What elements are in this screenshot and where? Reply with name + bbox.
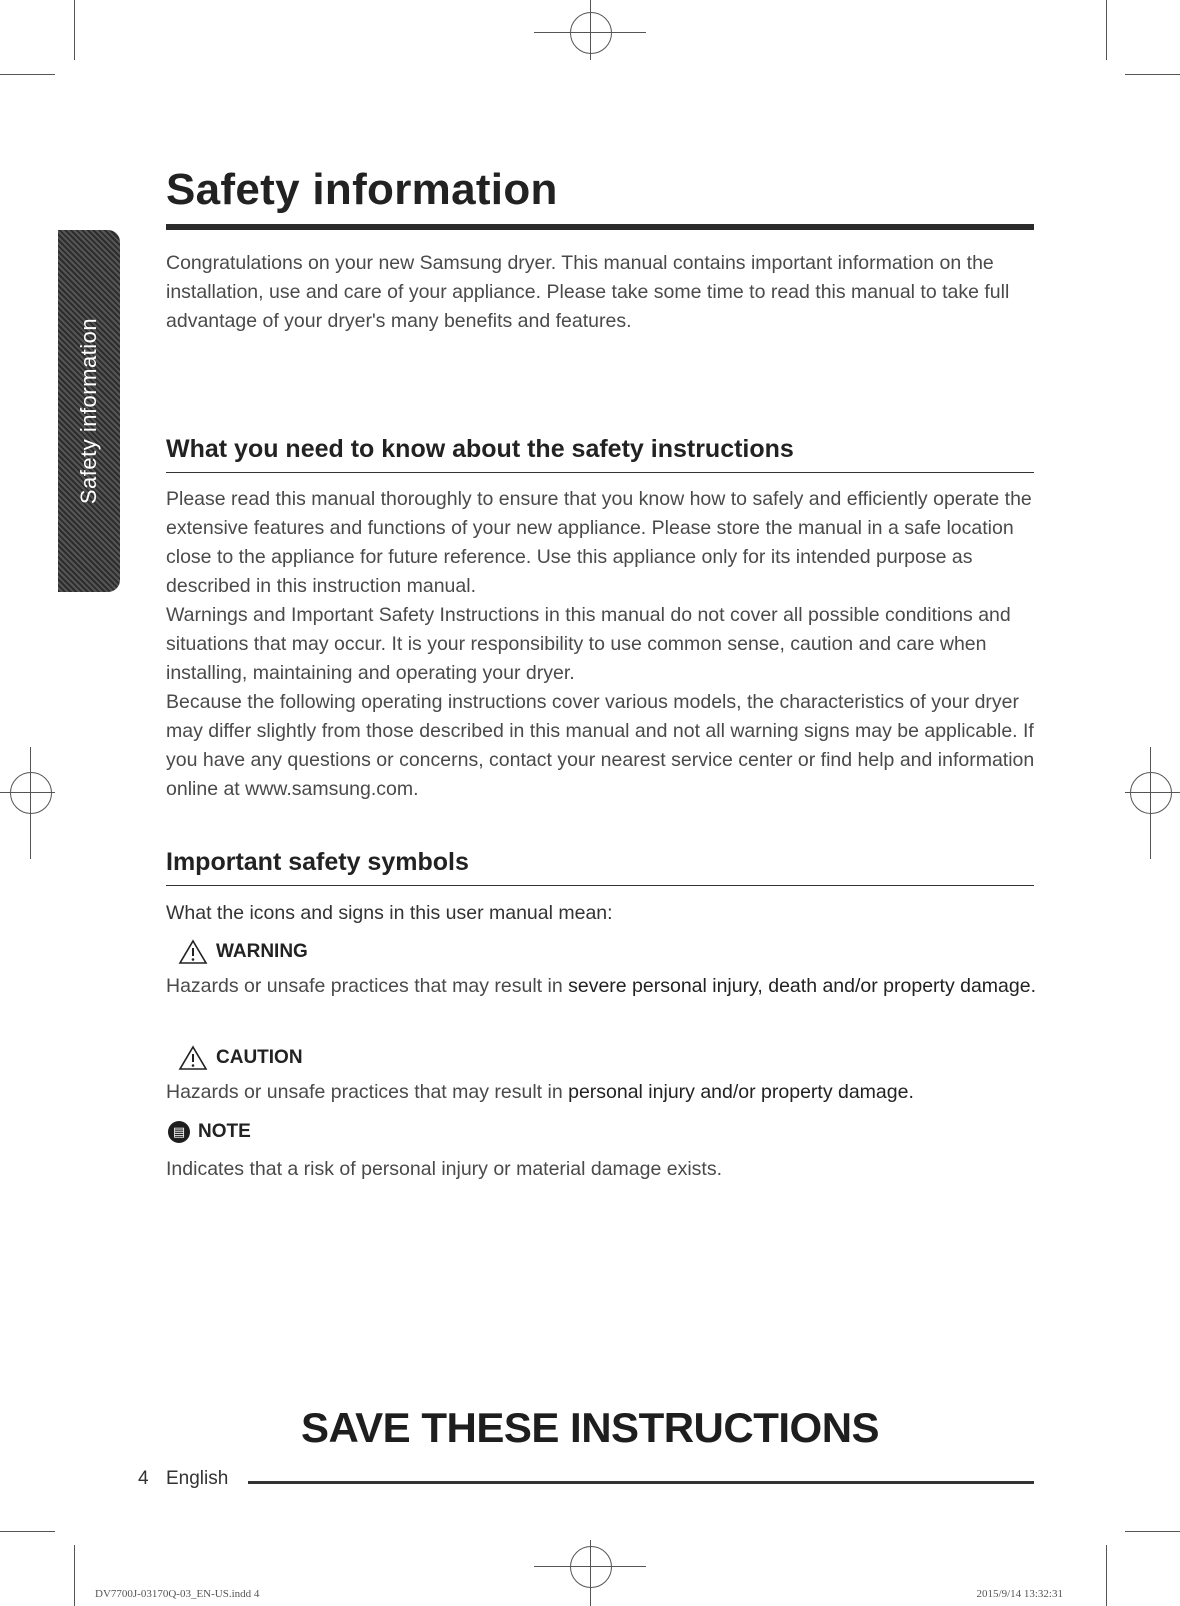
crop-mark: [1106, 1545, 1107, 1606]
section1-paragraph: Please read this manual thoroughly to ensure that you know how to safely and efficiently operate the extensive features and functions of your new appliance. Please store the manual in a safe location close to the appliance for future reference. Use this appliance only for its intended purpose as described in this instruction manual.: [166, 488, 1032, 597]
side-tab-label: Safety information: [76, 317, 101, 505]
crop-mark: [1106, 0, 1107, 60]
note-description: Indicates that a risk of personal injury or material damage exists.: [166, 1158, 723, 1180]
side-section-tab: [58, 230, 120, 592]
section-rule: [166, 472, 1034, 473]
crop-mark: [74, 0, 75, 60]
warning-triangle-icon: [178, 1045, 208, 1071]
warning-emphasis: severe personal injury, death and/or property damage.: [568, 975, 1037, 997]
crop-mark: [74, 1545, 75, 1606]
save-instructions-title: SAVE THESE INSTRUCTIONS: [300, 1404, 880, 1451]
section-heading-safety-instructions: What you need to know about the safety instructions: [166, 435, 794, 463]
print-slug-filename: DV7700J-03170Q-03_EN-US.indd 4: [95, 1588, 260, 1600]
crop-mark: [0, 1531, 55, 1532]
caution-label: CAUTION: [216, 1047, 303, 1068]
caution-emphasis: personal injury and/or property damage.: [568, 1081, 914, 1103]
symbols-subtitle: What the icons and signs in this user manual mean:: [166, 902, 613, 924]
crop-mark: [0, 74, 55, 75]
warning-triangle-icon: [178, 939, 208, 965]
title-rule: [166, 224, 1034, 230]
section-heading-safety-symbols: Important safety symbols: [166, 848, 469, 876]
print-slug-timestamp: 2015/9/14 13:32:31: [976, 1588, 1063, 1600]
crop-mark: [1125, 1531, 1180, 1532]
warning-label-row: [178, 939, 308, 965]
note-label: NOTE: [198, 1121, 251, 1142]
note-icon: ▤: [168, 1121, 190, 1143]
section-rule: [166, 885, 1034, 886]
footer-language: English: [166, 1468, 229, 1489]
caution-label-row: [178, 1045, 303, 1071]
page-title: Safety information: [166, 165, 558, 214]
footer-rule: [248, 1481, 1034, 1484]
section1-paragraph: Warnings and Important Safety Instructions in this manual do not cover all possible conditions and situations that may occur. It is your responsibility to use common sense, caution and care when installing, maintaining and operating your dryer.: [166, 604, 1011, 684]
warning-label: WARNING: [216, 941, 308, 962]
note-label-row: [168, 1121, 251, 1143]
crop-mark: [1125, 74, 1180, 75]
intro-paragraph: Congratulations on your new Samsung dryer. This manual contains important information on the installation, use and care of your appliance. Please take some time to read this manual to take full advantage of your dryer's many benefits and features.: [166, 252, 1010, 332]
section1-paragraph: Because the following operating instructions cover various models, the characteristics of your dryer may differ slightly from those described in this manual and not all warning signs may be applicable. If you have any questions or concerns, contact your nearest service center or find help and information online at www.samsung.com.: [166, 691, 1035, 800]
caution-description: Hazards or unsafe practices that may result in personal injury and/or property damage.: [166, 1081, 914, 1103]
page-number: 4: [138, 1468, 149, 1489]
warning-description: Hazards or unsafe practices that may result in severe personal injury, death and/or property damage.: [166, 975, 1037, 997]
